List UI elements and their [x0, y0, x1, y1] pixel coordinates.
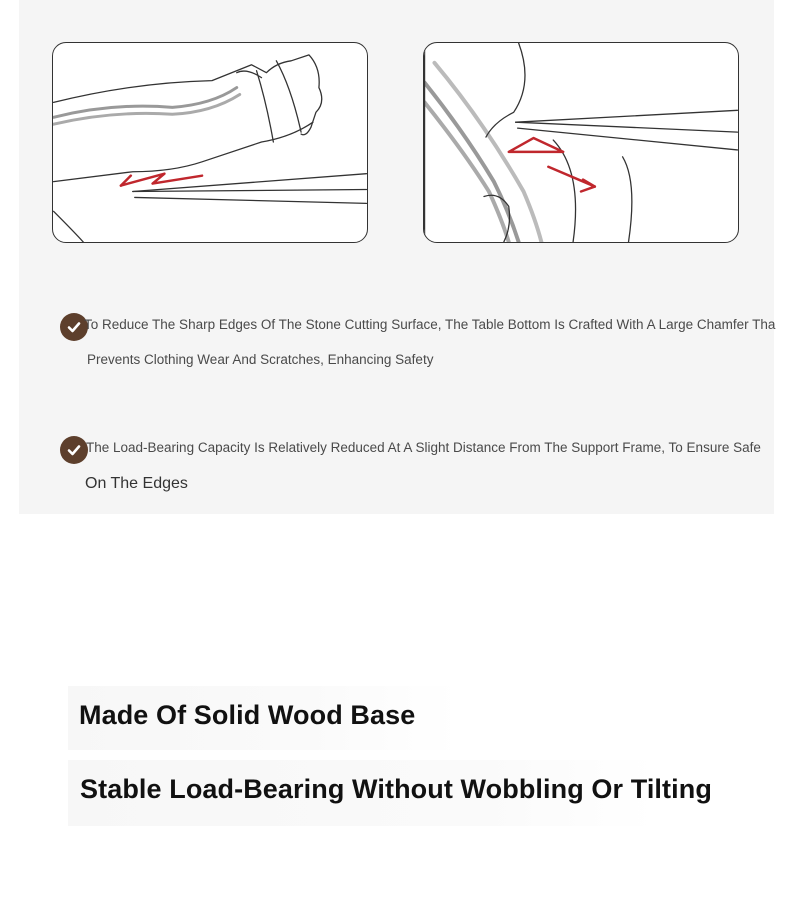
- feature-text: The Load-Bearing Capacity Is Relatively Reduced At A Slight Distance From The Support Frame, To Ensure Safe: [86, 440, 761, 455]
- section-subtitle: Stable Load-Bearing Without Wobbling Or Tilting: [80, 774, 712, 804]
- feature-text: To Reduce The Sharp Edges Of The Stone Cutting Surface, The Table Bottom Is Crafted With A Large Chamfer Tha: [84, 317, 776, 332]
- feature-text: Prevents Clothing Wear And Scratches, Enhancing Safety: [87, 352, 434, 367]
- section-title: Made Of Solid Wood Base: [79, 700, 416, 730]
- feature-text: On The Edges: [85, 475, 188, 492]
